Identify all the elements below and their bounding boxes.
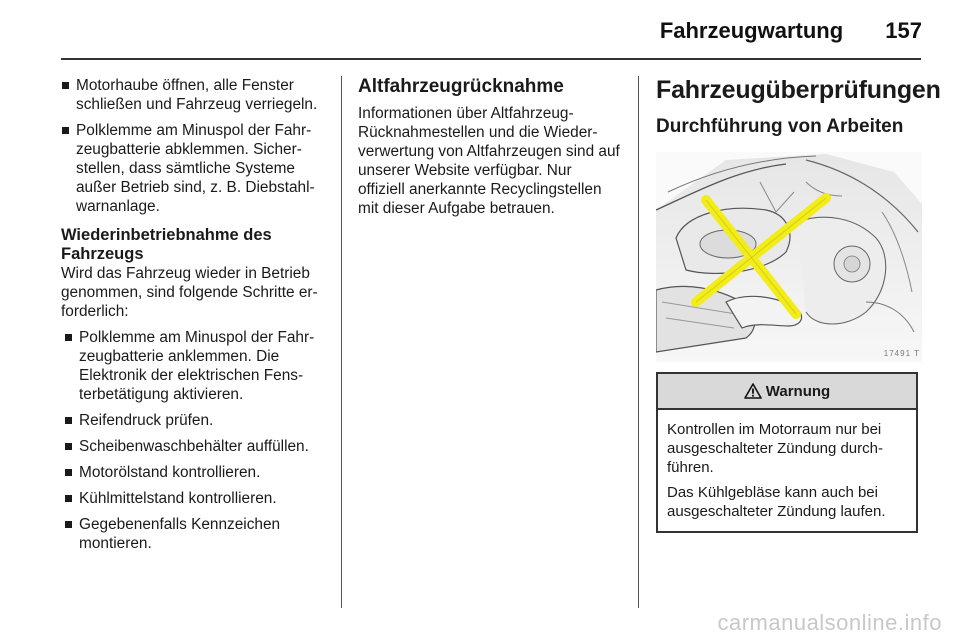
column-2: [358, 76, 620, 218]
warning-body: [658, 410, 916, 531]
chapter-title: Fahrzeugwartung: [659, 18, 844, 43]
section-heading: Altfahrzeugrücknahme: [358, 76, 564, 97]
bullet-list-bottom: [61, 328, 329, 553]
list-item: Kühlmittelstand kontrollieren.: [64, 489, 329, 508]
watermark: carmanualsonline.info: [717, 610, 942, 635]
warning-triangle-icon: [744, 383, 762, 399]
warning-box: [656, 372, 918, 533]
page-header: [660, 18, 922, 44]
figure-number: 17491 T: [883, 349, 920, 358]
list-item: Scheibenwaschbehälter auffüllen.: [64, 437, 329, 456]
column-1: [61, 76, 329, 560]
bullet-list-top: [61, 76, 329, 216]
engine-bay-illustration: [656, 152, 922, 362]
header-rule: [61, 58, 921, 60]
list-item: Motorölstand kontrollieren.: [64, 463, 329, 482]
column-3: [656, 76, 941, 533]
section-heading: Durchführung von Arbeiten: [656, 116, 904, 137]
engine-bay-drawing: [656, 152, 922, 362]
section-paragraph: Wird das Fahrzeug wieder in Betrieb genommen, sind folgende Schritte er-forderlich:: [61, 265, 318, 320]
list-item: Polklemme am Minuspol der Fahr-zeugbatterie anklemmen. Die Elektronik der elektrischen Fens-terbetätigung aktivieren.: [64, 328, 329, 404]
list-item: Reifendruck prüfen.: [64, 411, 329, 430]
list-item: Motorhaube öffnen, alle Fenster schließen und Fahrzeug verriegeln.: [61, 76, 329, 114]
column-divider: [638, 76, 639, 608]
chapter-heading: Fahrzeugüberprüfungen: [656, 76, 941, 104]
list-item: Gegebenenfalls Kennzeichen montieren.: [64, 515, 329, 553]
warning-paragraph: Das Kühlgebläse kann auch bei ausgeschalteter Zündung laufen.: [667, 484, 886, 520]
list-item: Polklemme am Minuspol der Fahr-zeugbatterie abklemmen. Sicher-stellen, dass sämtliche Systeme außer Betrieb sind, z. B. Diebstahl-warnanlage.: [61, 121, 329, 216]
section-paragraph: Informationen über Altfahrzeug-Rücknahmestellen und die Wieder-verwertung von Altfahrzeugen sind auf unserer Website verfügbar. Nur offiziell anerkannte Recyclingstellen mit dieser Aufgabe betrauen.: [358, 105, 620, 217]
warning-header: [658, 374, 916, 410]
warning-paragraph: Kontrollen im Motorraum nur bei ausgeschalteter Zündung durch-führen.: [667, 421, 883, 476]
section-heading: Wiederinbetriebnahme des Fahrzeugs: [61, 226, 272, 263]
page-number: 157: [885, 18, 922, 43]
warning-title: Warnung: [765, 382, 831, 400]
column-divider: [341, 76, 342, 608]
